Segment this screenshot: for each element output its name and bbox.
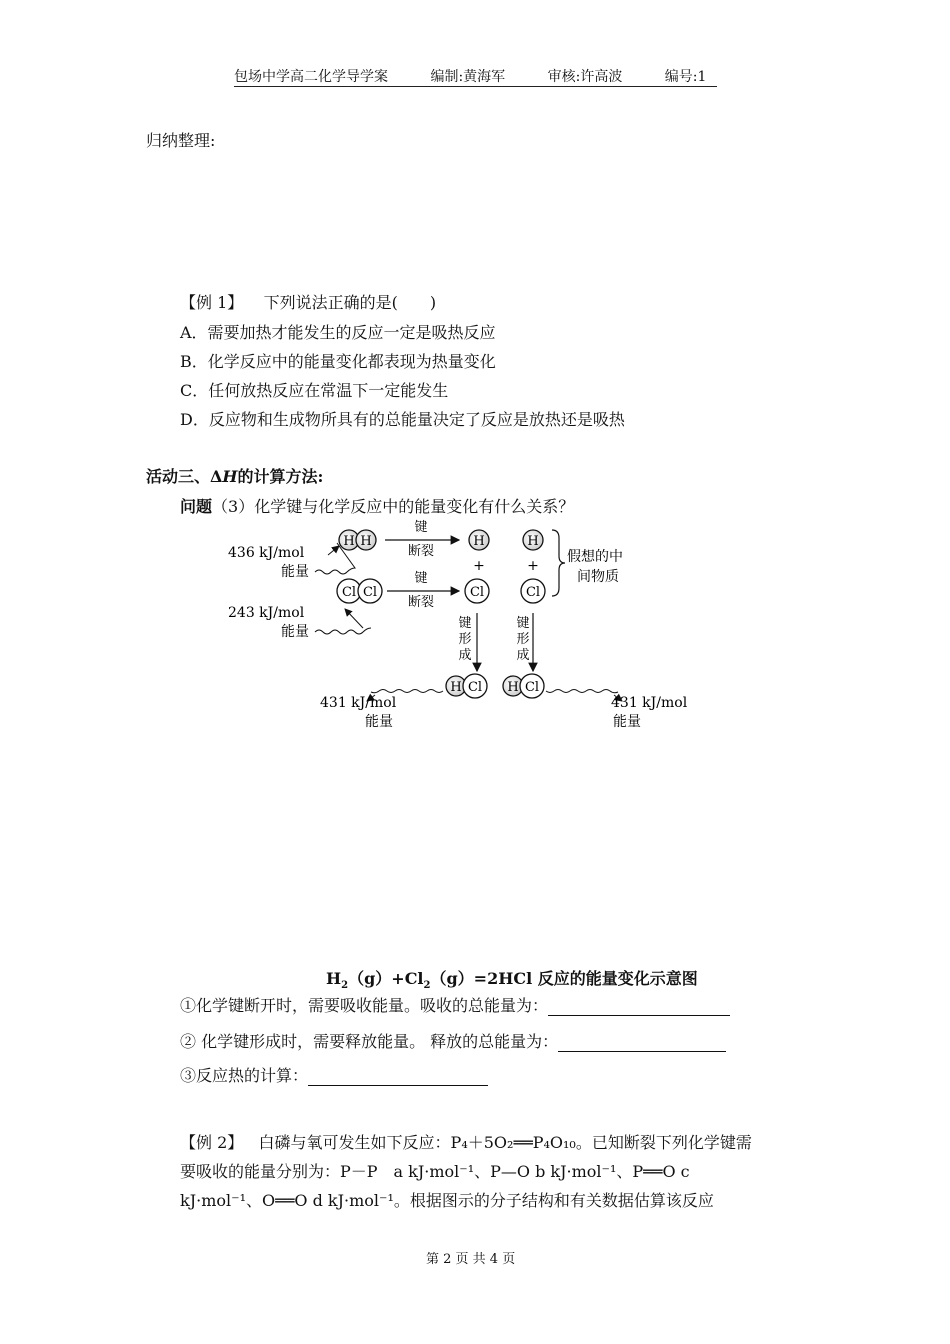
intermediate-label-1: 假想的中 [567,549,623,565]
h-label-1: H [343,534,355,549]
example1-option-d: D．反应物和生成物所具有的总能量决定了反应是放热还是吸热 [180,410,625,429]
break-label-1a: 键 [414,520,428,535]
example1-question-text: 下列说法正确的是( ) [263,293,437,312]
item-calc [180,1063,488,1086]
release-wave-right [546,690,618,693]
page-footer: 第 2 页 共 4 页 [426,1252,516,1267]
hcl1-h-label: H [450,680,462,695]
plus-mid: + [473,558,485,574]
h-label-mid: H [473,534,485,549]
activity3-heading-suffix: 的计算方法: [237,467,324,486]
hcl2-h-label: H [507,680,519,695]
example1-label: 【例 1】 [180,293,244,312]
item-absorb-text: ①化学键断开时，需要吸收能量。吸收的总能量为： [180,996,549,1015]
example2-line1 [180,1130,752,1153]
caption-cl2-sub: 2 [423,980,431,992]
hcl-energy-word-right: 能量 [613,714,641,730]
hcl-energy-label-right: 431 kJ/mol [611,695,688,711]
h-label-2: H [360,534,372,549]
diagram-caption [326,966,698,991]
release-wave-left [371,690,443,693]
example2-line1-text: 白磷与氧可发生如下反应：P₄＋5O₂══P₄O₁₀。已知断裂下列化学键需 [258,1133,752,1152]
hcl-energy-word-left: 能量 [365,714,393,730]
example1-option-b: B．化学反应中的能量变化都表现为热量变化 [180,352,496,371]
break-label-1b: 断裂 [407,544,435,559]
page-header [234,66,706,86]
question-label: 问题 [180,497,213,516]
header-number: 编号:1 [664,69,707,85]
hcl2-cl-label: Cl [524,680,540,695]
form-char-1c: 成 [458,648,472,663]
form-char-2c: 成 [516,648,530,663]
hcl1-cl-label: Cl [467,680,483,695]
hh-energy-label: 436 kJ/mol [228,545,305,561]
item-release-text: ② 化学键形成时，需要释放能量。 释放的总能量为： [180,1032,559,1051]
example1-option-c: C．任何放热反应在常温下一定能发生 [180,381,449,400]
summary-heading: 归纳整理: [146,131,216,150]
cl-label-mid: Cl [469,585,485,600]
bond-energy-diagram [215,515,715,740]
activity3-heading-italic: H [222,467,238,486]
hcl-energy-label-left: 431 kJ/mol [320,695,397,711]
example2-line3: kJ·mol⁻¹、O══O d kJ·mol⁻¹。根据图示的分子结构和有关数据估算该反应 [180,1191,714,1210]
hh-energy-word: 能量 [281,564,309,580]
header-editor: 编制:黄海军 [430,69,506,85]
clcl-energy-word: 能量 [281,624,309,640]
intermediate-label-2: 间物质 [577,569,619,585]
question-text: （3）化学键与化学反应中的能量变化有什么关系？ [212,497,575,516]
activity3-heading-prefix: 活动三、Δ [146,467,223,486]
plus-right: + [527,558,539,574]
reaction-heat-blank[interactable] [308,1067,488,1086]
form-char-1a: 键 [458,616,472,631]
header-reviewer: 审核:许高波 [547,69,623,85]
header-school: 包场中学高二化学导学案 [234,69,388,85]
clcl-energy-label: 243 kJ/mol [228,605,305,621]
item-calc-text: ③反应热的计算： [180,1066,309,1085]
caption-h2-sub: 2 [341,980,349,992]
activity3-heading [146,464,323,487]
form-char-2a: 键 [516,616,530,631]
h-label-right: H [527,534,539,549]
caption-part3: （g）=2HCl 反应的能量变化示意图 [430,969,698,988]
absorb-energy-blank[interactable] [548,997,730,1016]
break-label-2b: 断裂 [407,595,435,610]
cl-label-1: Cl [341,585,357,600]
clcl-energy-arrow [345,609,363,628]
item-release [180,1029,726,1052]
release-energy-blank[interactable] [558,1033,726,1052]
break-label-2a: 键 [414,571,428,586]
activity3-question [180,494,574,517]
clcl-energy-wave [315,628,371,634]
form-char-2b: 形 [516,632,530,647]
caption-h2: H [326,969,342,988]
intermediate-brace [552,530,565,596]
item-absorb [180,993,730,1016]
example1-question [180,290,436,313]
example2-label: 【例 2】 [180,1133,244,1152]
caption-part2: （g）+Cl [348,969,424,988]
hh-energy-arrow [328,546,339,555]
header-divider [234,86,717,87]
cl-label-right: Cl [525,585,541,600]
cl-label-2: Cl [362,585,378,600]
example2-line2: 要吸收的能量分别为：P－P a kJ·mol⁻¹、P—O b kJ·mol⁻¹、P══O c [180,1162,690,1181]
form-char-1b: 形 [458,632,472,647]
example1-option-a: A．需要加热才能发生的反应一定是吸热反应 [180,323,496,342]
